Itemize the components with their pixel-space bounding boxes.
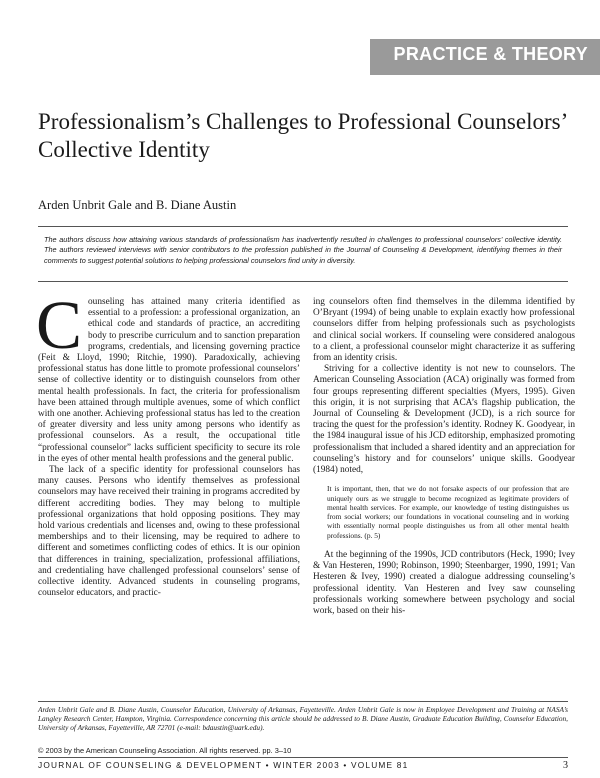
paragraph: The lack of a specific identity for professional counselors has many causes. Persons who identify themselves as professional counselors may have received their training in programs accredited by different accrediting bodies. They may belong to multiple professional organizations that hold opposing positions. They may hold various credentials and licenses and, owing to these professional memberships and to their licensing, may be required to adhere to different and sometimes conflicting codes of ethics. It is our opinion that differences in training, specialization, professional affiliations, and credentialing have challenged professional counselors’ sense of collective identity. Advanced students in counseling programs, counselor educators, and practic- xyxy=(38,465,300,599)
paragraph: Striving for a collective identity is not new to counselors. The American Counseling Association (ACA) originally was formed from four groups representing different specialties (Myers, 1995). Given this origin, it is not surprising that ACA’s flagship publication, the Journal of Counseling & Development (JCD), is a rich source for tracing the quest for the profession’s identity. Rodney K. Goodyear, in the 1984 inaugural issue of his JCD editorship, emphasized promoting professionalism that included a shared identity and an appreciation for counseling’s history and for counselors’ unique skills. Goodyear (1984) noted, xyxy=(313,364,575,476)
paragraph: ing counselors often find themselves in the dilemma identified by O’Bryant (1994) of being unable to explain exactly how professional counselors differ from helping professionals such as psychologists and clinical social workers. If counseling were considered analogous to a client, a professional counselor might characterize it as suffering from an identity crisis. xyxy=(313,297,575,364)
author-footnote: Arden Unbrit Gale and B. Diane Austin, Counselor Education, University of Arkansas, Fayetteville. Arden Unbrit Gale is now in Employee Development and Training at NASA’s Langley Research Center, Hampton, Virginia. Correspondence concerning this article should be addressed to B. Diane Austin, Graduate Education Building, Counselor Education, University of Arkansas, Fayetteville, AR 72701 (e-mail: bdaustin@uark.edu). xyxy=(38,705,568,732)
abstract-box xyxy=(38,226,568,282)
paragraph: At the beginning of the 1990s, JCD contributors (Heck, 1990; Ivey & Van Hesteren, 1990; Robinson, 1990; Steenbarger, 1990, 1991; Van Hesteren & Ivey, 1990) created a dialogue addressing counseling’s professional identity. Van Hesteren and Ivey saw counseling professionals working somewhere between psychology and social work, based on their his- xyxy=(313,550,575,617)
right-column xyxy=(313,297,575,617)
section-label: PRACTICE & THEORY xyxy=(393,44,588,64)
article-title xyxy=(38,108,578,164)
section-banner xyxy=(370,39,600,75)
title-line-2: Collective Identity xyxy=(38,137,210,162)
block-quote: It is important, then, that we do not forsake aspects of our profession that are uniquely ours as we struggle to become recognized as legitimate providers of mental health services. For example, our knowledge of testing distinguishes us from social workers; our foundations in vocational counseling and in working with essentially normal people distinguishes us from all other mental health professions. (p. 5) xyxy=(327,484,569,540)
paragraph xyxy=(36,287,300,465)
title-line-1: Professionalism’s Challenges to Professional Counselors’ xyxy=(38,109,569,134)
copyright-notice: © 2003 by the American Counseling Association. All rights reserved. pp. 3–10 xyxy=(38,746,292,755)
author-line: Arden Unbrit Gale and B. Diane Austin xyxy=(38,198,237,212)
left-column xyxy=(36,287,300,599)
footnote-divider xyxy=(38,701,568,702)
footer-divider xyxy=(38,757,568,758)
paragraph-text: ounseling has attained many criteria identified as essential to a profession: a professional organization, an ethical code and standards of practice, an accrediting body to prescribe curriculum and to sanction preparation programs, credentials, and licensing governing practice (Feit & Lloyd, 1990; Ritchie, 1990). Paradoxically, achieving professional status has done little to promote professional counselors’ sense of collective identity or to distinguish counselors from other mental health professionals. In fact, the criteria for professionalism have been attained through multiple avenues, some of which conflict with one another. Achieving professional status has led to the creation of greater diversity and less unity among persons who identify as professional counselors. As a result, the occupational title “professional counselor” lacks sufficient specificity to secure its role in the eyes of other mental health professions and the general public. xyxy=(38,297,300,464)
abstract: The authors discuss how attaining various standards of professionalism has inadvertently resulted in challenges to professional counselors’ collective identity. The authors reviewed interviews with senior contributors to the profession published in the Journal of Counseling & Development, identifying themes in their comments to suggest potential solutions to helping professional counselors find unity in diversity. xyxy=(44,235,562,265)
running-footer: JOURNAL OF COUNSELING & DEVELOPMENT • WINTER 2003 • VOLUME 81 xyxy=(38,760,409,770)
drop-cap: C xyxy=(36,287,83,363)
page-number: 3 xyxy=(563,760,568,771)
